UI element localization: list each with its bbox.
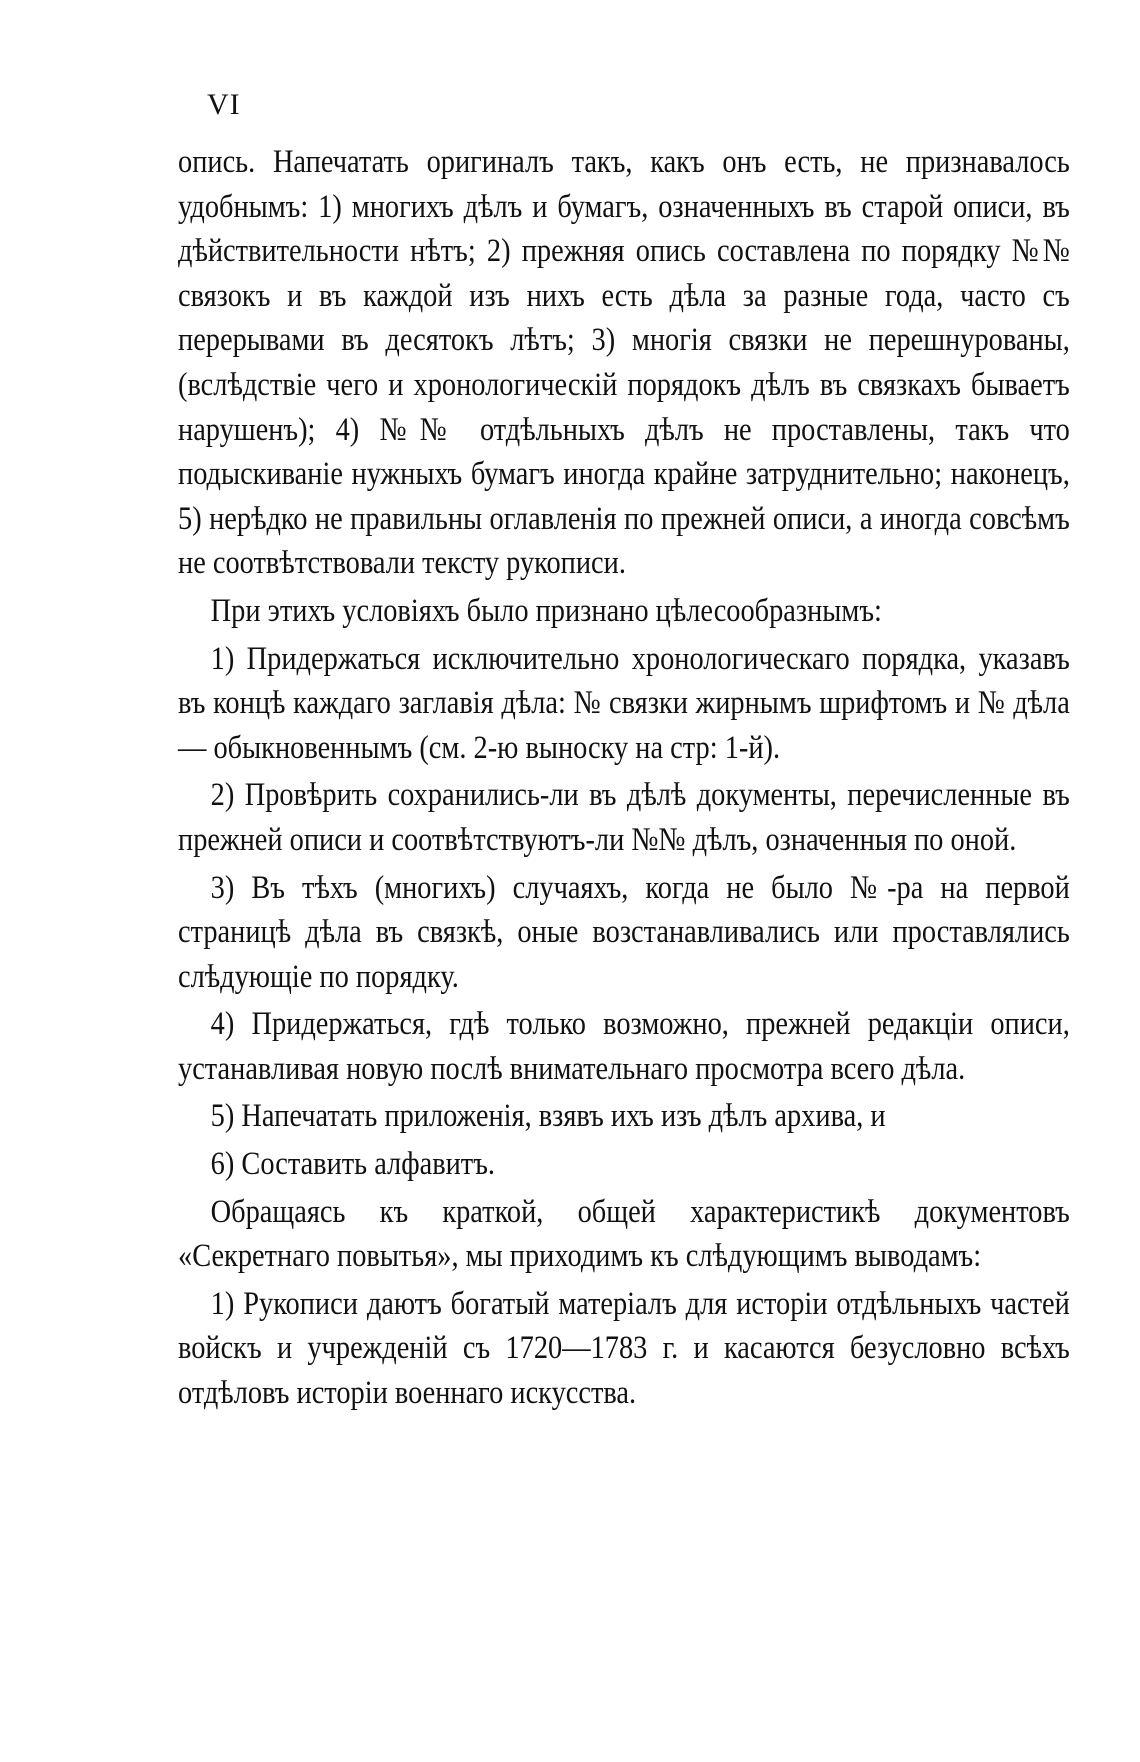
paragraph-6: 4) Придержаться, гдѣ только возможно, прежней редакціи описи, устанавливая новую послѣ внимательнаго просмотра всего дѣла. <box>178 1006 1070 1087</box>
page-number: VI <box>207 88 241 121</box>
body-text <box>178 140 1070 1416</box>
paragraph-8: 6) Составить алфавитъ. <box>210 1146 495 1183</box>
paragraph-3: 1) Придержаться исключительно хронологическаго порядка, указавъ въ концѣ каждаго заглавія дѣла: № связки жирнымъ шрифтомъ и № дѣла — обыкновеннымъ (см. 2-ю выноску на стр: 1-й). <box>178 640 1070 766</box>
paragraph-1: опись. Напечатать оригиналъ такъ, какъ онъ есть, не признавалось удобнымъ: 1) многихъ дѣлъ и бумагъ, означенныхъ въ старой описи, въ дѣйствительности нѣтъ; 2) прежняя опись составлена по порядку №№ связокъ и въ каждой изъ нихъ есть дѣла за разные года, часто съ перерывами въ десятокъ лѣтъ; 3) многія связки не перешнурованы, (вслѣдствіе чего и хронологическій порядокъ дѣлъ въ связкахъ бываетъ нарушенъ); 4) №№ отдѣльныхъ дѣлъ не проставлены, такъ что подыскиваніе нужныхъ бумагъ иногда крайне затруднительно; наконецъ, 5) нерѣдко не правильны оглавленія по прежней описи, а иногда совсѣмъ не соотвѣтствовали тексту рукописи. <box>178 144 1070 582</box>
paragraph-7: 5) Напечатать приложенія, взявъ ихъ изъ дѣлъ архива, и <box>210 1098 886 1135</box>
paragraph-5: 3) Въ тѣхъ (многихъ) случаяхъ, когда не было №-ра на первой страницѣ дѣла въ связкѣ, оные возстанавливались или проставлялись слѣдующіе по порядку. <box>178 869 1070 995</box>
paragraph-2: При этихъ условіяхъ было признано цѣлесообразнымъ: <box>210 592 882 629</box>
paragraph-4: 2) Провѣрить сохранились-ли въ дѣлѣ документы, перечисленные въ прежней описи и соотвѣтствуютъ-ли №№ дѣлъ, означенныя по оной. <box>178 777 1070 858</box>
paragraph-10: 1) Рукописи даютъ богатый матеріалъ для исторіи отдѣльныхъ частей войскъ и учрежденій съ 1720—1783 г. и касаются безусловно всѣхъ отдѣловъ исторіи военнаго искусства. <box>178 1285 1070 1412</box>
paragraph-9: Обращаясь къ краткой, общей характеристикѣ документовъ «Секретнаго повытья», мы приходимъ къ слѣдующимъ выводамъ: <box>178 1193 1070 1275</box>
